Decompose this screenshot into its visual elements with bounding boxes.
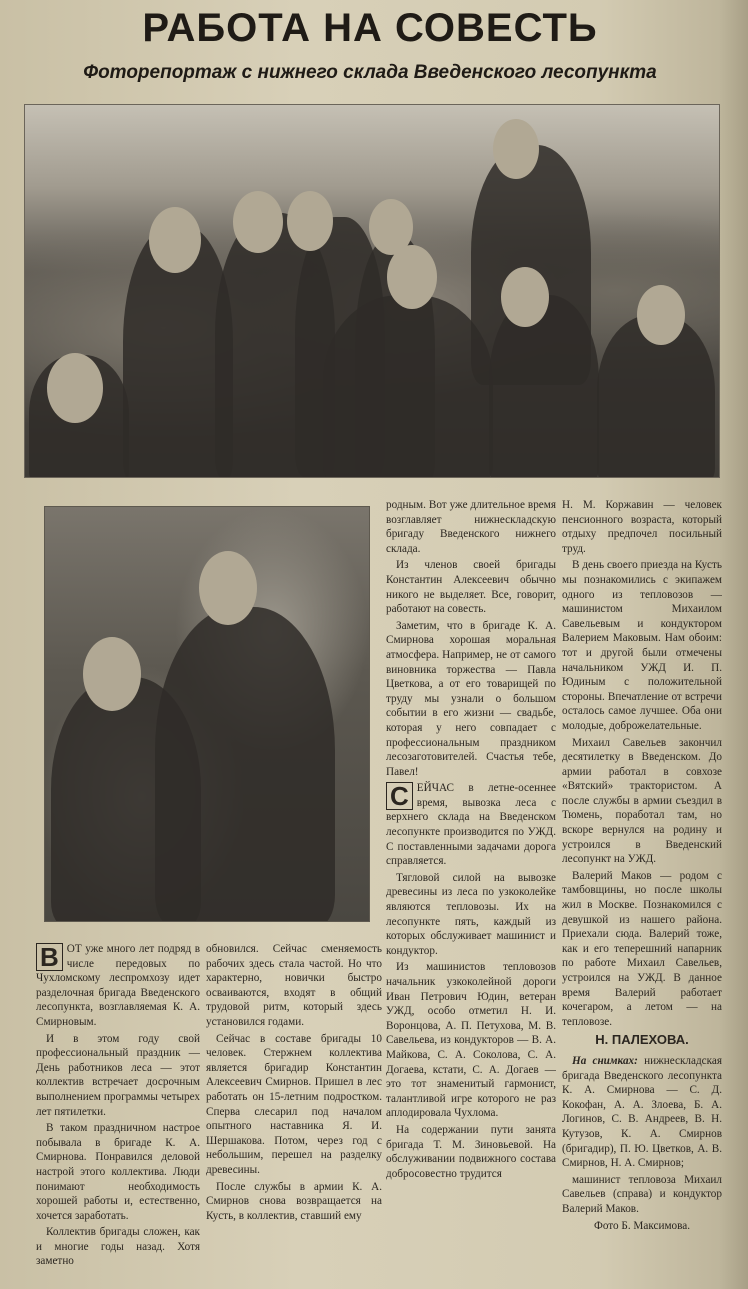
paragraph: Коллектив бригады сложен, как и многие годы назад. Хотя заметно <box>36 1226 200 1268</box>
photo-face <box>47 353 103 423</box>
paragraph: родным. Вот уже длительное время возглавляет нижнескладскую бригаду Введенского нижнего склада. <box>386 499 556 555</box>
paragraph: обновился. Сейчас сменяемость рабочих здесь стала частой. Но что характерно, новички быстро осваиваются, входят в общий трудовой ритм, который здесь установился годами. <box>206 943 382 1028</box>
photo-face <box>199 551 257 625</box>
paragraph-text: ЕЙЧАС в летне-осеннее время, вывозка леса с верхнего склада на Введенском лесопункте производится по УЖД. С поставленными задачами дорога справляется. <box>386 782 556 868</box>
paragraph: Н. М. Коржавин — человек пенсионного возраста, который отдыху предпочел посильный труд. <box>562 499 722 555</box>
article-column-1 <box>36 942 200 1282</box>
paragraph: Сейчас в составе бригады 10 человек. Стержнем коллектива является бригадир Константин Алексеевич Смирнов. Пришел в лес работать он 15-летним подростком. Сперва слесарил под началом опытного наставника Я. И. Шершакова. Потом, через год с небольшим, перешел на разделку древесины. <box>206 1032 382 1176</box>
photo-face <box>501 267 549 327</box>
headline: РАБОТА НА СОВЕСТЬ <box>142 6 598 50</box>
paragraph: Валерий Маков — родом с тамбовщины, но после школы жил в Москве. Познакомился с девушкой из нашего района. Приехали сюда. Валерий тоже, как и его теперешний напарник по работе Михаил Савельев, устроился на УЖД. В данное время Валерий работает кочегаром, а летом — на тепловозе. <box>562 869 722 1028</box>
photo-figure <box>323 295 493 478</box>
drop-cap: В <box>36 943 63 971</box>
photo-figure <box>155 607 335 922</box>
brigade-group-photo <box>24 104 720 478</box>
photo-face <box>149 207 201 273</box>
author-signature: Н. ПАЛЕХОВА. <box>595 1032 689 1048</box>
article-column-2 <box>206 942 382 1282</box>
photo-credit: Фото Б. Максимова. <box>593 1219 691 1232</box>
photo-caption <box>562 1054 722 1171</box>
photo-face <box>83 637 141 711</box>
caption-text: нижнескладская бригада Введенского лесопункта К. А. Смирнова — С. Д. Кокофан, А. А. Злоева, Б. А. Логинов, С. В. Андреев, В. Н. Кутузов, К. А. Смирнов (бригадир), П. Ю. Цветков, А. В. Смирнов, Н. А. Смирнов; <box>562 1054 722 1170</box>
page-edge <box>720 0 748 1289</box>
paragraph: Из членов своей бригады Константин Алексеевич обычно никого не выделяет. Все, говорит, работают на совесть. <box>386 559 556 616</box>
locomotive-crew-photo <box>44 506 370 922</box>
paragraph: Михаил Савельев закончил десятилетку в Введенском. До армии работал в совхозе «Вятский» трактористом. А после службы в армии съездил в Тюмень, поработал там, но вскоре вернулся на родину и устроился в Введенский лесопункт на УЖД. <box>562 736 722 866</box>
paragraph: Из машинистов тепловозов начальник узкоколейной дороги Иван Петрович Юдин, ветеран УЖД, особо отметил Н. И. Воронцова, А. П. Петухова, М. В. Савельева, из кондукторов — В. А. Майкова, С. А. Соколова, С. А. Догаева, кстати, С. А. Догаев — это тот знаменитый гармонист, талантливой игре которого не раз аплодировала Чухлома. <box>386 961 556 1120</box>
paragraph: В день своего приезда на Кусть мы познакомились с экипажем одного из тепловозов — машинистом Михаилом Савельевым и кондуктором Валерием Маковым. Нам обоим: тот и другой были отмечены начальником УЖД И. П. Юдиным с положительной стороны. Впечатление от встречи осталось самое лучшее. Оба они молодые, доброжелательные. <box>562 559 722 732</box>
photo-face <box>637 285 685 345</box>
photo-face <box>287 191 333 251</box>
photo-face <box>387 245 437 309</box>
drop-cap: С <box>386 782 413 810</box>
paragraph: И в этом году свой профессиональный праздник — День работников леса — этот коллектив встречает досрочным выполнением программы четырех лет пятилетки. <box>36 1032 200 1118</box>
paragraph: После службы в армии К. А. Смирнов снова возвращается на Кусть, в коллектив, ставший ему <box>206 1180 382 1222</box>
photo-face <box>493 119 539 179</box>
paragraph: Заметим, что в бригаде К. А. Смирнова хорошая моральная атмосфера. Например, не от самого виновника торжества — Павла Цветкова, а от его товарищей по труду мы узнали о большом событии в его жизни — свадьбе, которая у него совпадает с профессиональным праздником лесозаготовителей. Счастья тебе, Павел! <box>386 619 556 778</box>
article-column-4 <box>562 498 722 1282</box>
photo-face <box>233 191 283 253</box>
photo-figure <box>489 295 599 478</box>
paragraph: Тягловой силой на вывозке древесины из леса по узкоколейке являются тепловозы. Их на лесопункте пять, каждый из которых обслуживает машинист и кондуктор. <box>386 871 556 957</box>
photo-caption: машинист тепловоза Михаил Савельев (справа) и кондуктор Валерий Маков. <box>562 1173 722 1215</box>
paragraph <box>386 781 556 869</box>
article-column-3 <box>386 498 556 1282</box>
paragraph-text: ОТ уже много лет подряд в числе передовых по Чухломскому леспромхозу идет разделочная бригада Введенского лесопункта, возглавляемая К. А. Смирновым. <box>36 943 200 1028</box>
paragraph: На содержании пути занята бригада Т. М. Зиновьевой. На обслуживании подвижного состава добросовестно трудится <box>386 1123 556 1180</box>
caption-title: На снимках: <box>572 1054 638 1067</box>
paragraph: В таком праздничном настрое побывала в бригаде К. А. Смирнова. Понравился деловой настрой этого коллектива. Люди понимают необходимость хорошей работы и, естественно, хочется заработать. <box>36 1122 200 1222</box>
subheadline: Фоторепортаж с нижнего склада Введенского лесопункта <box>83 62 657 83</box>
paragraph <box>36 942 200 1030</box>
